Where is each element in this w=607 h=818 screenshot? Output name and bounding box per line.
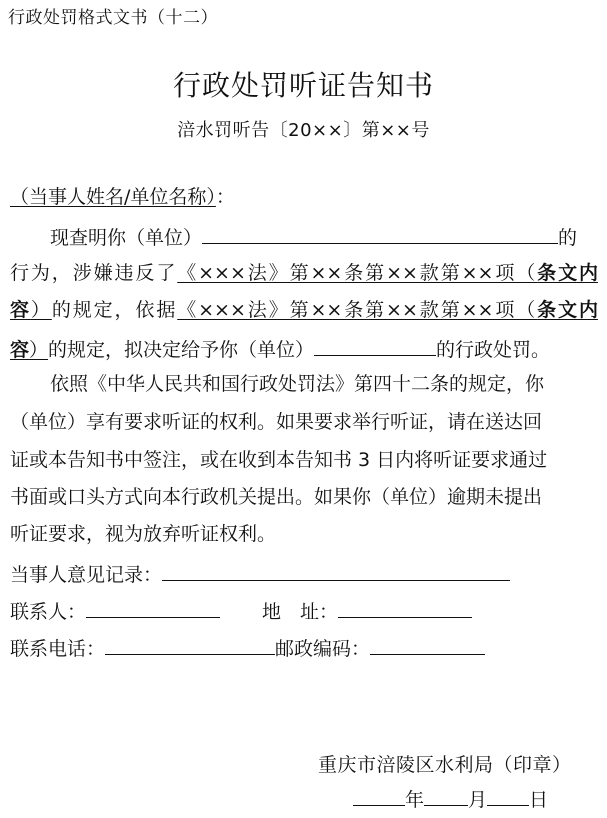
law-reference-1: 《×××法》第××条第××款第××项（条文内 <box>177 262 598 284</box>
body-line-2 <box>10 261 598 285</box>
party-line <box>10 185 235 209</box>
rights-line-1: 依照《中华人民共和国行政处罚法》第四十二条的规定，你 <box>50 373 545 395</box>
contact-field[interactable] <box>86 597 220 618</box>
year-field[interactable] <box>353 785 405 806</box>
body-line-3 <box>10 298 598 322</box>
day-field[interactable] <box>487 785 529 806</box>
violated-text: 行为，涉嫌违反了 <box>10 262 178 284</box>
rights-line-5: 听证要求，视为放弃听证权利。 <box>10 523 277 545</box>
address-label: 地 址： <box>262 601 339 623</box>
document-number: 涪水罚听告〔20××〕第××号 <box>177 120 430 141</box>
issuing-authority: 重庆市涪陵区水利局（印章） <box>318 754 572 776</box>
law-content-2-end: 容） <box>10 339 49 361</box>
violation-blank[interactable] <box>202 223 558 244</box>
contact-label: 联系人： <box>10 601 87 623</box>
law-reference-2: 《×××法》第××条第××款第××项（条文内 <box>177 299 598 321</box>
phone-field[interactable] <box>105 634 275 655</box>
opinion-field[interactable] <box>162 560 510 581</box>
party-colon: ： <box>215 186 235 208</box>
party-name-placeholder: （当事人姓名/单位名称） <box>10 186 216 208</box>
phone-row <box>10 634 485 661</box>
rights-line-3: 证或本告知书中签注，或在收到本告知书 3 日内将听证要求通过 <box>10 449 548 471</box>
body-line-4 <box>10 335 550 362</box>
year-label: 年 <box>405 789 425 811</box>
address-field[interactable] <box>338 597 472 618</box>
penalty-text: 的规定，拟决定给予你（单位） <box>48 339 315 361</box>
month-label: 月 <box>468 789 488 811</box>
month-field[interactable] <box>424 785 468 806</box>
postal-label: 邮政编码： <box>275 638 371 660</box>
opinion-label: 当事人意见记录： <box>10 564 163 586</box>
day-label: 日 <box>529 789 549 811</box>
date-line <box>353 785 548 812</box>
penalty-end-text: 的行政处罚。 <box>436 339 551 361</box>
rights-line-4: 书面或口头方式向本行政机关提出。如果你（单位）逾期未提出 <box>10 486 543 508</box>
phone-label: 联系电话： <box>10 638 106 660</box>
contact-row <box>10 597 472 624</box>
law-content-1-end: 容） <box>10 299 52 321</box>
penalty-blank[interactable] <box>314 335 436 356</box>
rights-line-2: （单位）享有要求听证的权利。如果要求举行听证，请在送达回 <box>10 411 543 433</box>
basis-text: 的规定，依据 <box>51 299 178 321</box>
found-text: 现查明你（单位） <box>50 227 203 249</box>
body-line-1 <box>50 223 598 250</box>
opinion-row <box>10 560 510 587</box>
document-title: 行政处罚听证告知书 <box>172 69 434 102</box>
form-type-label: 行政处罚格式文书（十二） <box>8 8 218 28</box>
postal-field[interactable] <box>370 634 485 655</box>
de-text: 的 <box>558 227 578 249</box>
